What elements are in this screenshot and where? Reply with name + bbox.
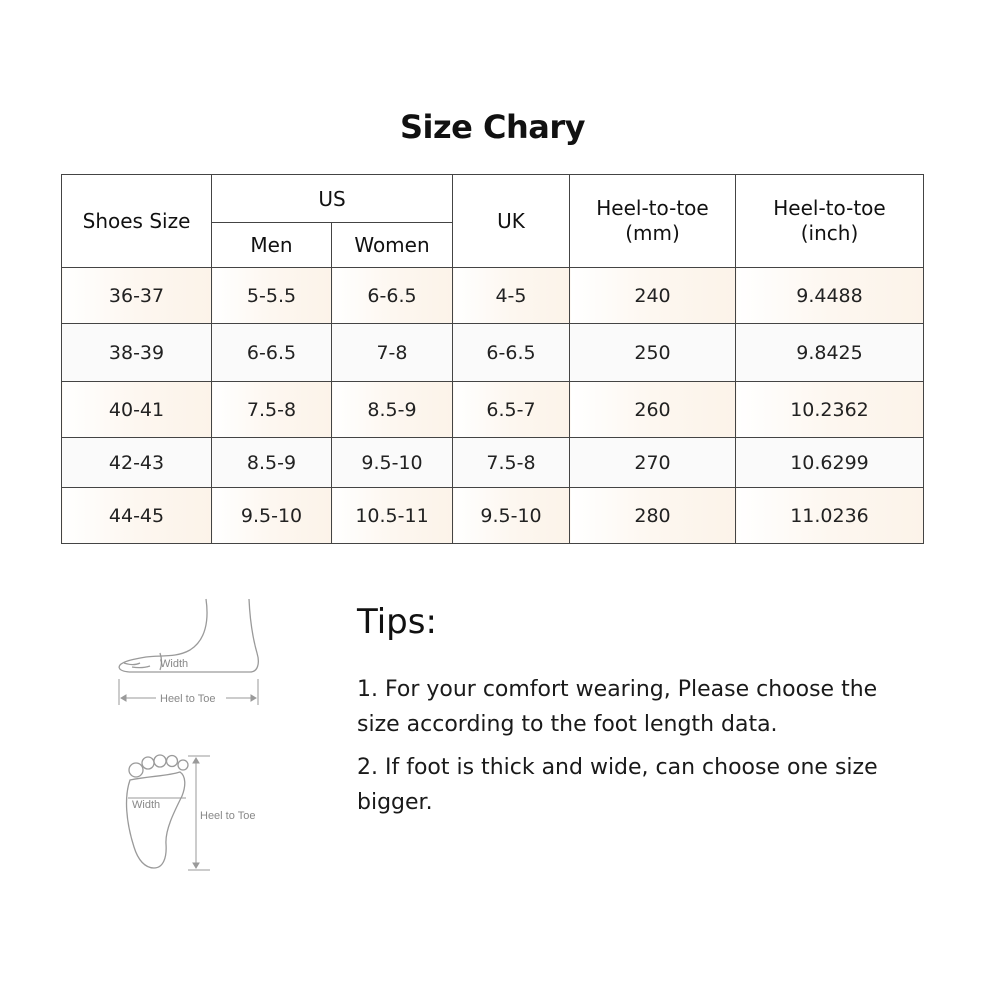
cell-uk: 6.5-7 xyxy=(453,382,570,438)
cell-inch: 10.6299 xyxy=(736,438,924,488)
header-heel-mm-line2: (mm) xyxy=(625,221,680,245)
table-header-row xyxy=(62,175,924,223)
cell-women: 10.5-11 xyxy=(332,488,453,544)
cell-inch: 9.4488 xyxy=(736,268,924,324)
cell-men: 5-5.5 xyxy=(212,268,332,324)
table-row xyxy=(62,268,924,324)
tips-title: Tips: xyxy=(357,602,437,642)
cell-uk: 7.5-8 xyxy=(453,438,570,488)
cell-size: 44-45 xyxy=(62,488,212,544)
cell-uk: 9.5-10 xyxy=(453,488,570,544)
cell-size: 42-43 xyxy=(62,438,212,488)
cell-inch: 11.0236 xyxy=(736,488,924,544)
cell-uk: 6-6.5 xyxy=(453,324,570,382)
cell-size: 40-41 xyxy=(62,382,212,438)
header-us: US xyxy=(212,175,453,223)
cell-inch: 10.2362 xyxy=(736,382,924,438)
heel-to-toe-label-top: Heel to Toe xyxy=(200,810,256,822)
cell-mm: 260 xyxy=(570,382,736,438)
cell-men: 6-6.5 xyxy=(212,324,332,382)
page-title: Size Chary xyxy=(400,108,585,146)
cell-men: 8.5-9 xyxy=(212,438,332,488)
cell-inch: 9.8425 xyxy=(736,324,924,382)
cell-size: 38-39 xyxy=(62,324,212,382)
tip-item: 1. For your comfort wearing, Please choose the size according to the foot length data. xyxy=(357,677,878,737)
table-row xyxy=(62,488,924,544)
heel-to-toe-label: Heel to Toe xyxy=(160,693,216,705)
tip-item: 2. If foot is thick and wide, can choose one size bigger. xyxy=(357,755,878,815)
cell-women: 8.5-9 xyxy=(332,382,453,438)
foot-top-outline xyxy=(127,755,188,868)
header-heel-mm-line1: Heel-to-toe xyxy=(596,196,709,220)
cell-mm: 280 xyxy=(570,488,736,544)
header-shoes-size: Shoes Size xyxy=(62,175,212,268)
header-heel-mm xyxy=(570,175,736,268)
table-row xyxy=(62,382,924,438)
width-label-top: Width xyxy=(132,799,161,811)
cell-mm: 270 xyxy=(570,438,736,488)
header-heel-inch xyxy=(736,175,924,268)
table-row xyxy=(62,438,924,488)
cell-size: 36-37 xyxy=(62,268,212,324)
header-women: Women xyxy=(332,223,453,268)
header-heel-inch-line1: Heel-to-toe xyxy=(773,196,886,220)
header-uk: UK xyxy=(453,175,570,268)
cell-men: 7.5-8 xyxy=(212,382,332,438)
size-chart-table xyxy=(61,174,924,544)
foot-side-outline xyxy=(119,599,258,672)
table-row xyxy=(62,324,924,382)
cell-men: 9.5-10 xyxy=(212,488,332,544)
header-men: Men xyxy=(212,223,332,268)
cell-women: 9.5-10 xyxy=(332,438,453,488)
foot-side-view-diagram xyxy=(110,595,270,710)
cell-women: 7-8 xyxy=(332,324,453,382)
cell-mm: 250 xyxy=(570,324,736,382)
cell-uk: 4-5 xyxy=(453,268,570,324)
cell-mm: 240 xyxy=(570,268,736,324)
width-label: Width xyxy=(160,658,189,670)
cell-women: 6-6.5 xyxy=(332,268,453,324)
foot-top-view-diagram xyxy=(110,752,280,877)
header-heel-inch-line2: (inch) xyxy=(800,221,859,245)
